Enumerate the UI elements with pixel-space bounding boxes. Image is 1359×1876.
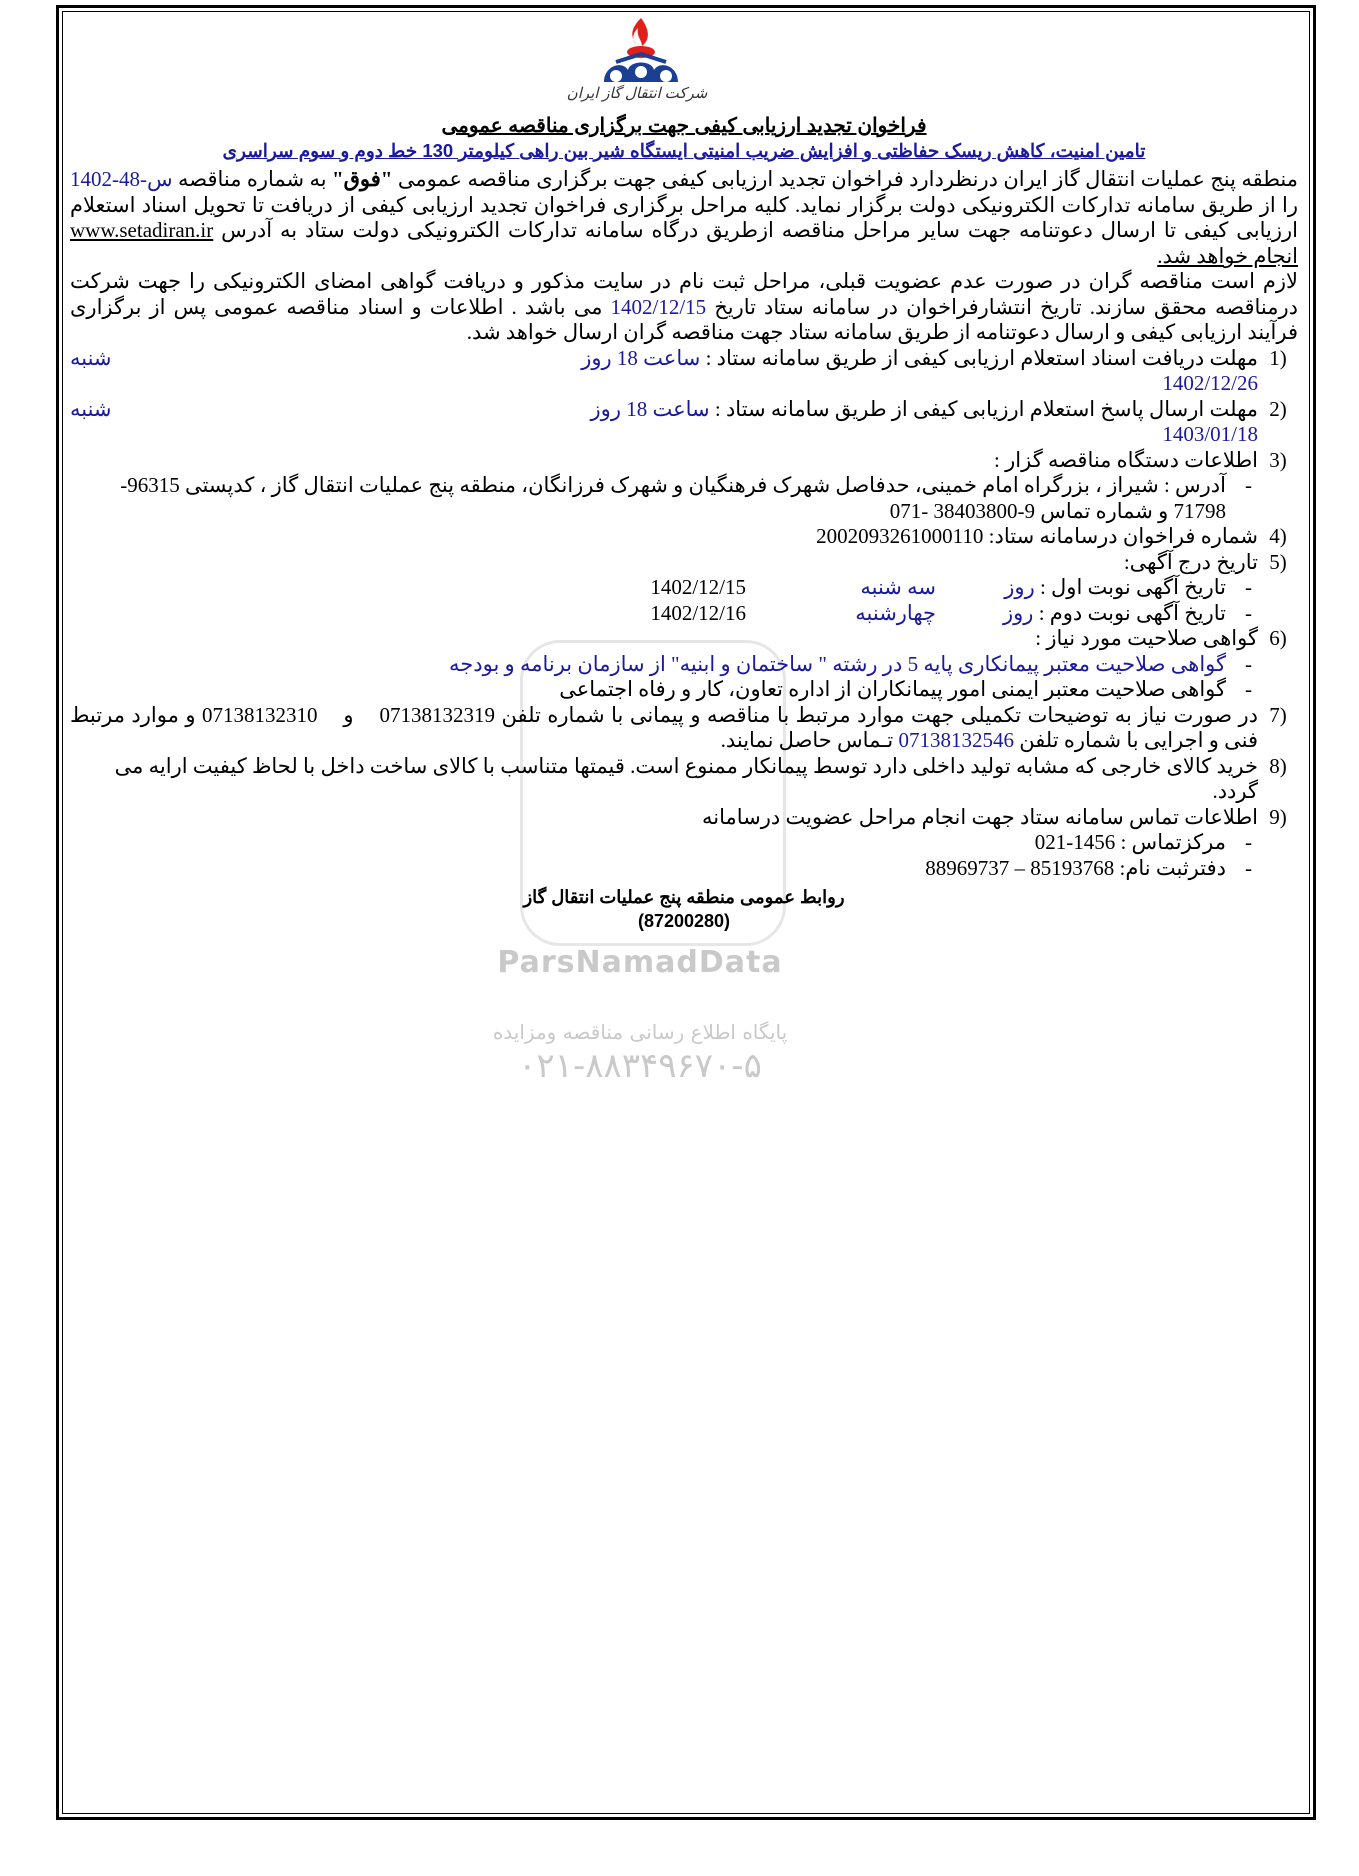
- registration-paragraph: [70, 269, 1298, 346]
- list-item-7: [70, 703, 1298, 754]
- item-number: 6): [1269, 626, 1287, 650]
- phone-2: 07138132310: [201, 702, 318, 727]
- item-6-text: گواهی صلاحیت مورد نیاز :: [1035, 626, 1258, 650]
- cert-row-2: [70, 677, 1298, 703]
- intro-paragraph: [70, 167, 1298, 269]
- intro-text-2: به شماره مناقصه: [178, 167, 327, 191]
- call-center-value: 021-1456: [1034, 830, 1116, 854]
- item-9-text: اطلاعات تماس سامانه ستاد جهت انجام مراحل عضویت درسامانه: [702, 804, 1258, 829]
- watermark-brand: ParsNamadData: [497, 945, 783, 980]
- footer-line-2: (87200280): [637, 911, 731, 931]
- second-ad-label: تاریخ آگهی نوبت دوم :: [1038, 600, 1226, 625]
- phone-3: 07138132546: [898, 728, 1014, 752]
- second-ad-row: [70, 601, 1298, 627]
- watermark-phone: ۰۲۱-۸۸۳۴۹۶۷۰-۵: [518, 1046, 762, 1086]
- website-link[interactable]: www.setadiran.ir: [70, 218, 214, 242]
- page-subtitle: تامین امنیت، کاهش ریسک حفاظتی و افزایش ضریب امنیتی ایستگاه شیر بین راهی کیلومتر 130 خط دوم و سوم سراسری: [222, 140, 1146, 161]
- item-4-value: 2002093261000110: [816, 524, 984, 548]
- and-2: و: [185, 702, 196, 727]
- item-number: 9): [1269, 804, 1287, 829]
- intro-fouq: "فوق": [331, 167, 393, 191]
- item-number: 8): [1269, 753, 1287, 778]
- dash: -: [1245, 600, 1252, 625]
- item-8-text: خرید کالای خارجی که مشابه تولید داخلی دارد توسط پیمانکار ممنوع است. قیمتها متناسب با کالای ساخت داخل با لحاظ کیفیت ارایه می گردد.: [114, 753, 1258, 803]
- intro-text-1: منطقه پنج عملیات انتقال گاز ایران درنظردارد فراخوان تجدید ارزیابی کیفی جهت برگزاری مناقصه عمومی: [397, 167, 1299, 191]
- item-number: 4): [1269, 524, 1287, 548]
- watermark-caption: پایگاه اطلاع رسانی مناقصه ومزایده: [492, 1020, 788, 1044]
- item-1-time: ساعت 18 روز: [581, 345, 701, 370]
- dash: -: [1245, 651, 1252, 676]
- list-item-2: [70, 397, 1298, 448]
- dash: -: [1245, 677, 1252, 701]
- item-7-text-2: موارد مرتبط فنی و اجرایی با شماره تلفن: [70, 702, 1258, 752]
- and-1: و: [343, 702, 354, 727]
- list-item-4: [70, 524, 1298, 550]
- second-ad-day: چهارشنبه: [855, 600, 936, 625]
- footer-signature: [70, 885, 1298, 933]
- publish-date: 1402/12/15: [610, 294, 707, 319]
- cert-1-text: گواهی صلاحیت معتبر پیمانکاری پایه 5 در رشته " ساختمان و ابنیه" از سازمان برنامه و بودجه: [449, 651, 1226, 676]
- first-ad-day: سه شنبه: [860, 575, 936, 599]
- item-2-date: 1403/01/18: [1162, 422, 1258, 446]
- logo-caption: شرکت انتقال گاز ایران: [566, 86, 708, 102]
- intro-text-3: را از طریق سامانه تدارکات الکترونیکی دولت برگزار نماید. کلیه مراحل برگزاری فراخوان تجدید ارزیابی کیفی از دریافت تا تحویل اسناد استعلام ارزیابی کیفی تا ارسال دعوتنامه جهت سایر مراحل مناقصه ازطریق درگاه سامانه تدارکات الکترونیکی دولت ستاد به آدرس: [70, 192, 1299, 242]
- item-4-text: شماره فراخوان درسامانه ستاد:: [988, 524, 1258, 548]
- para2-text-2: می باشد . اطلاعات و اسناد مناقصه عمومی پس از برگزاری فرآیند ارزیابی کیفی و ارسال دعوتنامه از طریق سامانه ستاد جهت مناقصه گران ارسال خواهد شد.: [70, 294, 1298, 344]
- item-number: 2): [1269, 396, 1287, 421]
- list-item-6: [70, 626, 1298, 652]
- item-number: 3): [1269, 447, 1287, 472]
- dash: -: [1245, 830, 1252, 854]
- second-ad-roz: روز: [1003, 600, 1034, 625]
- first-ad-date: 1402/12/15: [650, 575, 746, 599]
- page-title: فراخوان تجدید ارزیابی کیفی جهت برگزاری مناقصه عمومی: [441, 115, 927, 137]
- list-item-3: [70, 448, 1298, 474]
- cert-2-text: گواهی صلاحیت معتبر ایمنی امور پیمانکاران از اداره تعاون، کار و رفاه اجتماعی: [559, 677, 1226, 701]
- first-ad-label: تاریخ آگهی نوبت اول :: [1039, 575, 1226, 599]
- list-item-8: [70, 754, 1298, 805]
- list-item-1: [70, 346, 1298, 397]
- call-center-label: مرکزتماس :: [1120, 830, 1226, 854]
- call-center-row: [70, 830, 1298, 856]
- item-number: 1): [1269, 345, 1287, 370]
- item-2-day: شنبه: [70, 396, 112, 421]
- second-ad-date: 1402/12/16: [650, 600, 746, 625]
- dash: -: [1245, 575, 1252, 599]
- item-7-text-1: در صورت نیاز به توضیحات تکمیلی جهت موارد مرتبط با مناقصه و پیمانی با شماره تلفن: [501, 702, 1259, 727]
- office-label: دفترثبت نام:: [1119, 855, 1226, 880]
- item-2-text: مهلت ارسال پاسخ استعلام ارزیابی کیفی از طریق سامانه ستاد :: [714, 396, 1258, 421]
- list-item-9: [70, 805, 1298, 831]
- cert-row-1: [70, 652, 1298, 678]
- dash: -: [1245, 473, 1252, 497]
- intro-text-4: انجام خواهد شد.: [1157, 243, 1298, 268]
- address-row: [70, 473, 1298, 524]
- address-text: آدرس : شیراز ، بزرگراه امام خمینی، حدفاصل شهرک فرهنگیان و شهرک فرزانگان، منطقه پنج عملیات انتقال گاز ، کدپستی 96315-71798 و شماره تماس 9-38403800 -071: [120, 473, 1226, 523]
- para2-text-1: لازم است مناقصه گران در صورت عدم عضویت قبلی، مراحل ثبت نام در سایت مذکور و دریافت گواهی امضای الکترونیکی را جهت شرکت درمناقصه محقق سازند. تاریخ انتشارفراخوان در سامانه ستاد تاریخ: [70, 269, 1299, 319]
- dash: -: [1245, 855, 1252, 880]
- item-2-time: ساعت 18 روز: [590, 396, 710, 421]
- item-number: 7): [1269, 702, 1287, 727]
- first-ad-roz: روز: [1004, 575, 1035, 599]
- office-value: 88969737 – 85193768: [925, 855, 1115, 880]
- item-1-date: 1402/12/26: [1162, 371, 1258, 395]
- tender-number: س-48-1402: [70, 167, 173, 191]
- first-ad-row: [70, 575, 1298, 601]
- phone-1: 07138132319: [379, 702, 495, 727]
- item-1-day: شنبه: [70, 345, 112, 370]
- list-item-5: [70, 550, 1298, 576]
- item-1-text: مهلت دریافت اسناد استعلام ارزیابی کیفی از طریق سامانه ستاد :: [705, 345, 1258, 370]
- item-3-text: اطلاعات دستگاه مناقصه گزار :: [994, 447, 1258, 472]
- item-7-text-3: تـماس حاصل نمایند.: [720, 728, 894, 752]
- item-5-text: تاریخ درج آگهی:: [1123, 549, 1258, 574]
- item-number: 5): [1269, 549, 1287, 574]
- registration-office-row: [70, 856, 1298, 882]
- announcement-body: [70, 113, 1298, 933]
- footer-line-1: روابط عمومی منطقه پنج عملیات انتقال گاز: [523, 887, 845, 907]
